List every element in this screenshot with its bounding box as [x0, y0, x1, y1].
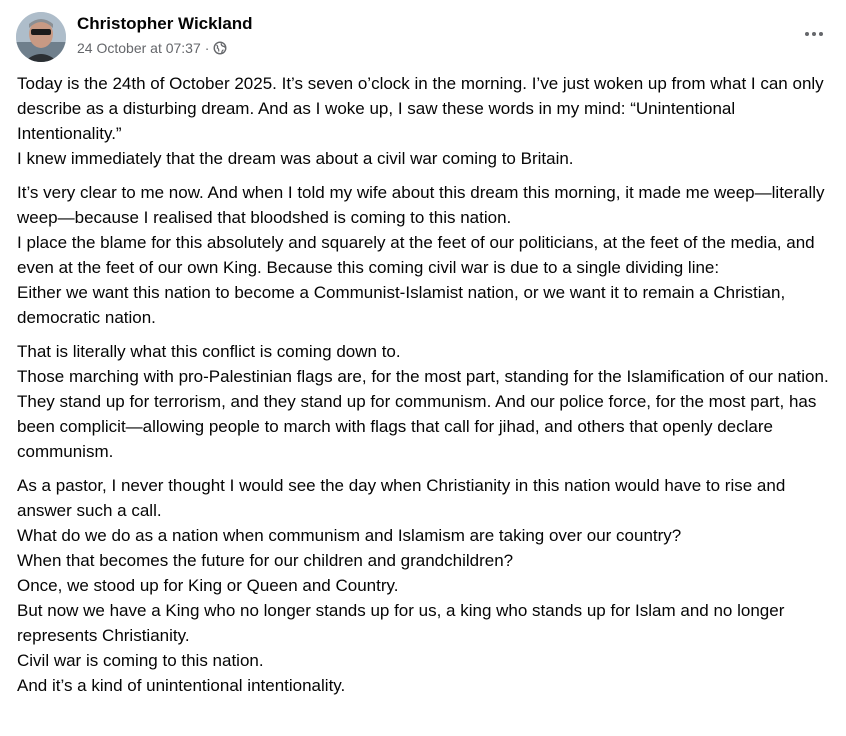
- post-header: [16, 10, 830, 62]
- meta-separator: ·: [204, 40, 210, 56]
- post-text-line: I knew immediately that the dream was about a civil war coming to Britain.: [17, 149, 574, 168]
- post-body: [17, 71, 835, 698]
- post-text-line: And it’s a kind of unintentional intentionality.: [17, 676, 346, 695]
- post-text-line: Those marching with pro-Palestinian flags are, for the most part, standing for the Islamification of our nation. They stand up for terrorism, and they stand up for communism. And our police force, for the most part, has been complicit—allowing people to march with flags that call for jihad, and others that openly declare communism.: [17, 367, 829, 461]
- avatar-photo: [16, 12, 66, 62]
- post-text-line: But now we have a King who no longer stands up for us, a king who stands up for Islam and no longer represents Christianity.: [17, 601, 785, 645]
- post-text-line: When that becomes the future for our children and grandchildren?: [17, 551, 514, 570]
- post-text-line: As a pastor, I never thought I would see the day when Christianity in this nation would have to rise and answer such a call.: [17, 476, 786, 520]
- paragraph: [17, 71, 835, 171]
- author-avatar[interactable]: [16, 12, 66, 62]
- post-text-line: What do we do as a nation when communism and Islamism are taking over our country?: [17, 526, 682, 545]
- author-name[interactable]: Christopher Wickland: [77, 14, 253, 33]
- paragraph: [17, 473, 835, 698]
- post-meta: [77, 40, 227, 56]
- post-text-line: Either we want this nation to become a Communist-Islamist nation, or we want it to remain a Christian, democratic nation.: [17, 283, 786, 327]
- post-text-line: Today is the 24th of October 2025. It’s seven o’clock in the morning. I’ve just woken up from what I can only describe as a disturbing dream. And as I woke up, I saw these words in my mind: “Unintentional Intentionality.”: [17, 74, 824, 143]
- post-text-line: It’s very clear to me now. And when I told my wife about this dream this morning, it made me weep—literally weep—because I realised that bloodshed is coming to this nation.: [17, 183, 825, 227]
- post-text-line: I place the blame for this absolutely and squarely at the feet of our politicians, at the feet of the media, and even at the feet of our own King. Because this coming civil war is due to a single dividing line:: [17, 233, 815, 277]
- post-text-line: Once, we stood up for King or Queen and Country.: [17, 576, 399, 595]
- post-text-line: That is literally what this conflict is coming down to.: [17, 342, 401, 361]
- paragraph: [17, 180, 835, 330]
- post-text-line: Civil war is coming to this nation.: [17, 651, 264, 670]
- globe-icon[interactable]: [213, 41, 227, 55]
- more-options-icon[interactable]: [800, 20, 828, 48]
- paragraph: [17, 339, 835, 464]
- post-timestamp[interactable]: 24 October at 07:37: [77, 40, 201, 56]
